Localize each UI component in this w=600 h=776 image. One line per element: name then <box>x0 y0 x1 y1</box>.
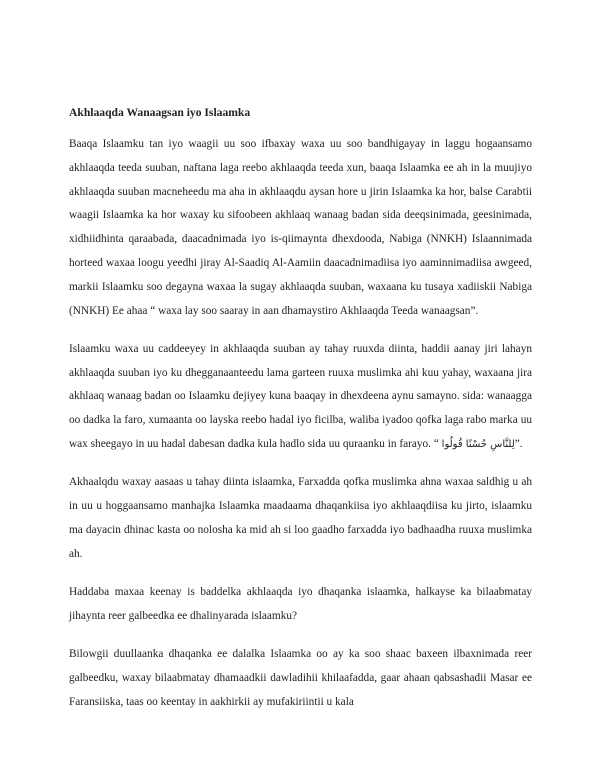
paragraph-with-quote <box>69 338 532 457</box>
paragraph-text: Islaamku waxa uu caddeeyey in akhlaaqda suuban ay tahay ruuxda diinta, haddii aanay jiri lahayn akhlaaqda suuban iyo ku dhegganaanteedu lama garteen ruuxa muslimka ahi kuu yahay, waxaana jira akhlaaq wanaag badan oo Islaamku dejiyey kuna baaqay in dhexdeena aynu samayno. sida: wanaagga oo dadka la faro, xumaanta oo layska reebo hadal iyo ficilba, waliba iyadoo qofka laga rabo marka uu wax sheegayo in uu hadal dabesan dadka kula hadlo sida uu quraanku in farayo. “ <box>69 342 532 451</box>
paragraph: Haddaba maxaa keenay is baddelka akhlaaqda iyo dhaqanka islaamka, halkayse ka bilaabmatay jihaynta reer galbeedka ee dhalinyarada islaamku? <box>69 586 532 622</box>
quote-end: ”. <box>514 438 523 451</box>
paragraph: Akhaalqdu waxay aasaas u tahay diinta islaamka, Farxadda qofka muslimka ahna waxaa saldhig u ah in uu u hoggaansamo manhajka Islaamka maadaama dhaqankiisa iyo akhlaaqdiisa ku jirto, islaamku ma dayacin dhinac kasta oo nolosha ka mid ah si loo gaadho farxadda iyo badhaadha ruuxa muslimka ah. <box>69 476 532 560</box>
document-body <box>69 103 532 729</box>
paragraph: Baaqa Islaamku tan iyo waagii uu soo ifbaxay waxa uu soo bandhigayay in laggu hogaansamo akhlaaqda teeda suuban, naftana laga reebo akhlaaqda teeda xun, baaqa Islaamka ee ah in la muujiyo akhlaaqda suuban macneheedu ma aha in akhlaaqdu aysan hore u jirin Islaamka ka hor, balse Carabtii waagii Islaamka ka hor waxay ku sifoobeen akhlaaq wanaag badan sida deeqsinimada, geesinimada, xidhiidhinta qaraabada, daacadnimada iyo is-qiimaynta dhexdooda, Nabiga (NNKH) Islaannimada horteed waxaa loogu yeedhi jiray Al-Saadiq Al-Aamiin daacadnimadiisa iyo aaminnimadiisa awgeed, markii Islaamku soo degayna waxaa la sugay akhlaaqda suuban, waxaana ku tusaya xadiiskii Nabiga (NNKH) Ee ahaa “ waxa lay soo saaray in aan dhamaystiro Akhlaaqda Teeda wanaagsan”. <box>69 138 532 317</box>
arabic-quote: لِلنَّاسِ حُسْنًا قُولُوا <box>441 439 515 451</box>
document-title: Akhlaaqda Wanaagsan iyo Islaamka <box>69 106 251 119</box>
paragraph: Bilowgii duullaanka dhaqanka ee dalalka Islaamka oo ay ka soo shaac baxeen ilbaxnimada reer galbeedku, waxay bilaabmatay dhamaadkii dawladihii khilaafadda, gaar ahaan qabsashadii Masar ee Faransiiska, taas oo keentay in aakhirkii ay mufakiriintii u kala <box>69 648 532 708</box>
